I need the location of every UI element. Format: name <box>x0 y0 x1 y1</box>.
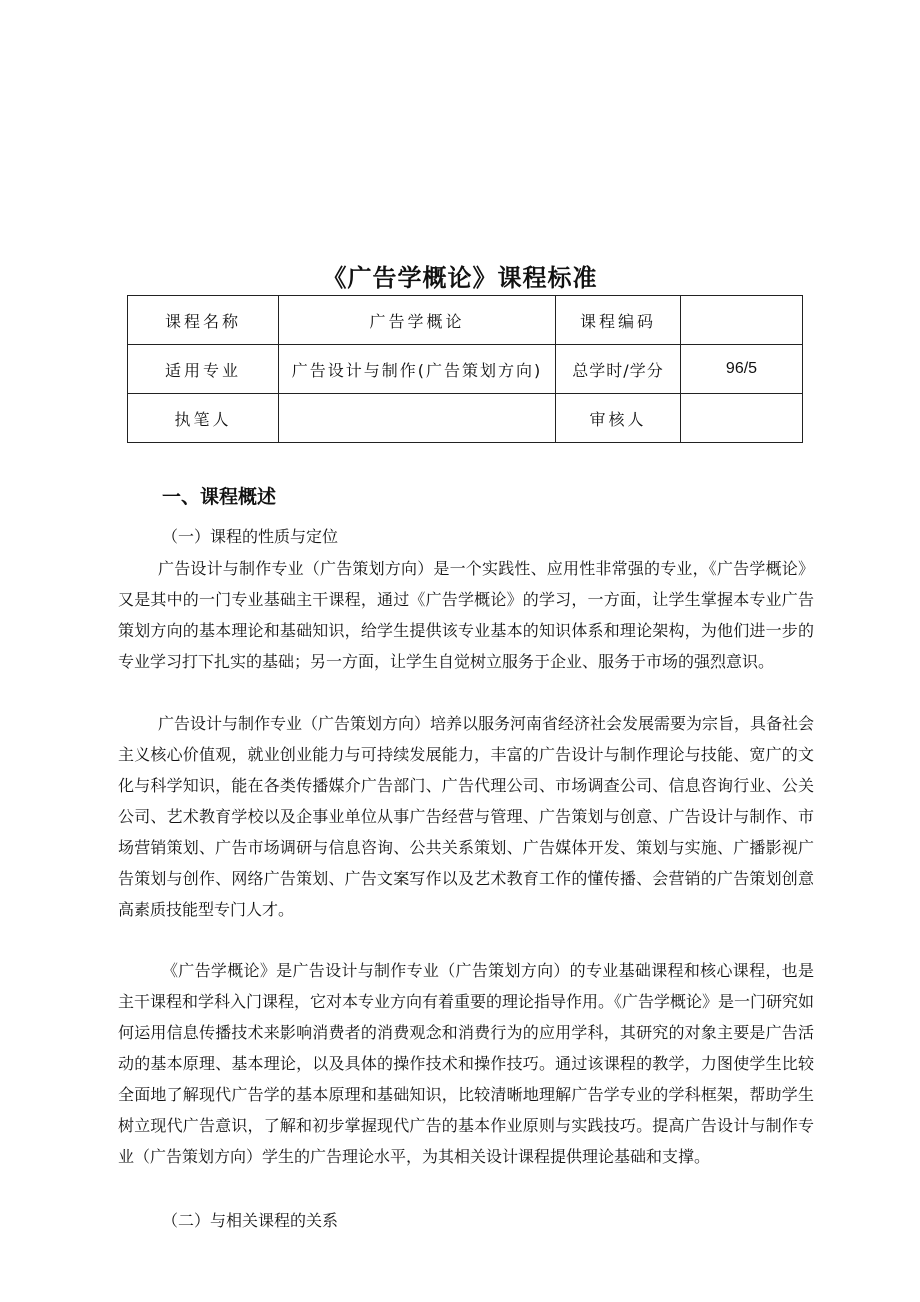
hours-credits-label: 总学时/学分 <box>556 345 681 394</box>
document-title: 《广告学概论》课程标准 <box>322 263 598 292</box>
author-value <box>279 394 556 443</box>
reviewer-label: 审核人 <box>556 394 681 443</box>
subsection-heading: （一）课程的性质与定位 <box>162 527 339 546</box>
hours-credits-value: 96/5 <box>681 345 803 394</box>
paragraph: 广告设计与制作专业（广告策划方向）是一个实践性、应用性非常强的专业，《广告学概论》又是其中的一门专业基础主干课程，通过《广告学概论》的学习，一方面，让学生掌握本专业广告策划方向的基本理论和基础知识，给学生提供该专业基本的知识体系和理论架构，为他们进一步的专业学习打下扎实的基础；另一方面，让学生自觉树立服务于企业、服务于市场的强烈意识。 <box>118 559 814 671</box>
reviewer-value <box>681 394 803 443</box>
paragraph: 《广告学概论》是广告设计与制作专业（广告策划方向）的专业基础课程和核心课程，也是主干课程和学科入门课程，它对本专业方向有着重要的理论指导作用。《广告学概论》是一门研究如何运用信息传播技术来影响消费者的消费观念和消费行为的应用学科，其研究的对象主要是广告活动的基本原理、基本理论，以及具体的操作技术和操作技巧。通过该课程的教学，力图使学生比较全面地了解现代广告学的基本原理和基础知识，比较清晰地理解广告学专业的学科框架，帮助学生树立现代广告意识，了解和初步掌握现代广告的基本作业原则与实践技巧。提高广告设计与制作专业（广告策划方向）学生的广告理论水平，为其相关设计课程提供理论基础和支撑。 <box>118 961 815 1166</box>
course-info-table <box>127 295 803 443</box>
course-name-label: 课程名称 <box>128 296 279 345</box>
major-value: 广告设计与制作(广告策划方向) <box>279 345 556 394</box>
table-row <box>128 296 803 345</box>
section-heading: 一、课程概述 <box>162 486 277 508</box>
table-row <box>128 394 803 443</box>
paragraph: 广告设计与制作专业（广告策划方向）培养以服务河南省经济社会发展需要为宗旨，具备社会主义核心价值观，就业创业能力与可持续发展能力，丰富的广告设计与制作理论与技能、宽广的文化与科学知识，能在各类传播媒介广告部门、广告代理公司、市场调查公司、信息咨询行业、公关公司、艺术教育学校以及企事业单位从事广告经营与管理、广告策划与创意、广告设计与制作、市场营销策划、广告市场调研与信息咨询、公共关系策划、广告媒体开发、策划与实施、广播影视广告策划与创作、网络广告策划、广告文案写作以及艺术教育工作的懂传播、会营销的广告策划创意高素质技能型专门人才。 <box>118 714 815 919</box>
subsection-heading: （二）与相关课程的关系 <box>162 1211 339 1230</box>
author-label: 执笔人 <box>128 394 279 443</box>
course-code-value <box>681 296 803 345</box>
major-label: 适用专业 <box>128 345 279 394</box>
course-code-label: 课程编码 <box>556 296 681 345</box>
table-row <box>128 345 803 394</box>
course-name-value: 广告学概论 <box>279 296 556 345</box>
